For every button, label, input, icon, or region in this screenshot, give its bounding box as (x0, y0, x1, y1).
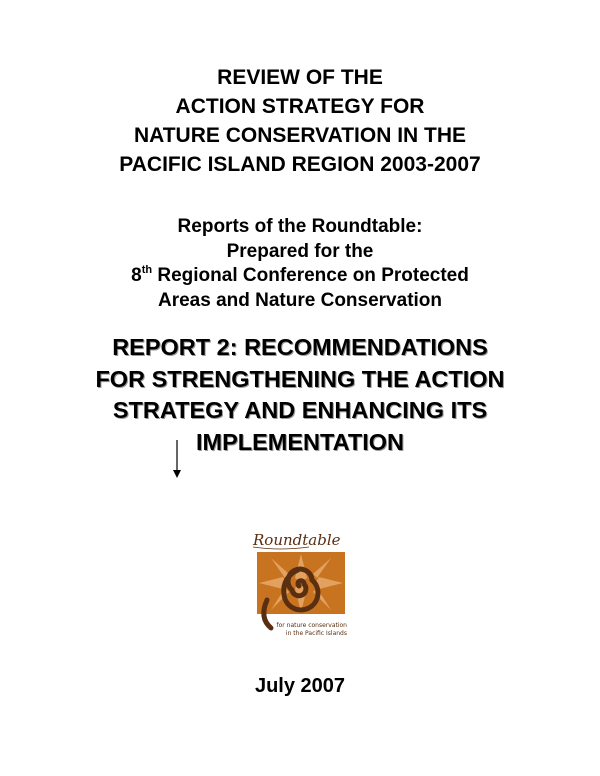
logo-tagline-line1: for nature conservation (276, 622, 347, 629)
logo-wordmark: Roundtable (253, 531, 341, 549)
title-line: PACIFIC ISLAND REGION 2003-2007 (119, 153, 481, 176)
down-arrow-icon (171, 440, 183, 478)
subtitle-line (0, 264, 600, 289)
subtitle-line: Areas and Nature Conservation (157, 289, 443, 311)
report-line: IMPLEMENTATION (195, 428, 404, 455)
title-line: REVIEW OF THE (217, 66, 383, 89)
title-line: ACTION STRATEGY FOR (175, 95, 425, 118)
roundtable-logo-icon (249, 530, 359, 640)
subtitle-line-rest: Regional Conference on Protected (152, 265, 469, 286)
subtitle-line: Reports of the Roundtable: (177, 216, 423, 237)
report-heading (0, 332, 600, 458)
logo-tagline-line2: in the Pacific Islands (285, 630, 347, 637)
ordinal-number: 8 (131, 265, 142, 286)
subtitle-line: Prepared for the (226, 240, 374, 262)
report-line: FOR STRENGTHENING THE ACTION (95, 365, 505, 392)
document-title (0, 63, 600, 179)
roundtable-logo (249, 530, 359, 640)
report-line: REPORT 2: RECOMMENDATIONS (112, 334, 488, 360)
report-line: STRATEGY AND ENHANCING ITS (112, 397, 488, 423)
title-line: NATURE CONSERVATION IN THE (133, 124, 467, 147)
document-subtitle (0, 215, 600, 313)
publication-date: July 2007 (254, 675, 346, 697)
ordinal-superscript: th (141, 263, 153, 276)
